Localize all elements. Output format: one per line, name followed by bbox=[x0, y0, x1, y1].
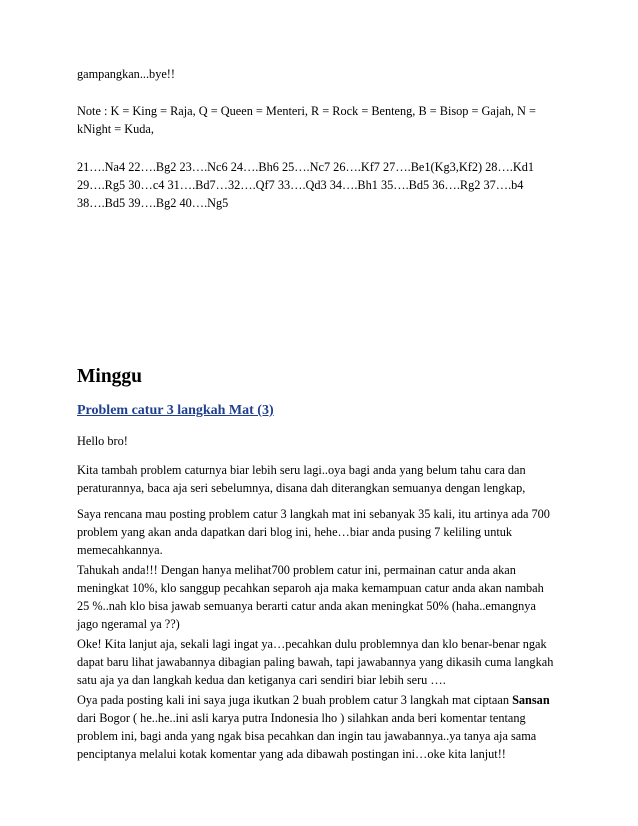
paragraph-line: peraturannya, baca aja seri sebelumnya, disana dah diterangkan semuanya dengan lengkap, bbox=[77, 481, 526, 495]
paragraph-plan bbox=[77, 505, 550, 559]
note-line-1: Note : K = King = Raja, Q = Queen = Menteri, R = Rock = Benteng, B = Bisop = Gajah, N = bbox=[77, 104, 536, 118]
paragraph-line: Tahukah anda!!! Dengan hanya melihat700 problem catur ini, permainan catur anda akan bbox=[77, 563, 516, 577]
paragraph-line: meningkat 10%, klo sanggup pecahkan separoh aja maka kemampuan catur anda akan nambah bbox=[77, 581, 544, 595]
paragraph-line: Oke! Kita lanjut aja, sekali lagi ingat ya…pecahkan dulu problemnya dan klo benar-benar ngak bbox=[77, 637, 547, 651]
paragraph-line: dari Bogor ( he..he..ini asli karya putra Indonesia lho ) silahkan anda beri komentar tentang bbox=[77, 711, 526, 725]
solution-moves bbox=[77, 158, 534, 212]
closing-line: gampangkan...bye!! bbox=[77, 67, 175, 81]
post-title-link[interactable]: Problem catur 3 langkah Mat (3) bbox=[77, 403, 274, 418]
paragraph-line: Kita tambah problem caturnya biar lebih seru lagi..oya bagi anda yang belum tahu cara dan bbox=[77, 463, 526, 477]
paragraph-line: problem yang akan anda dapatkan dari blog ini, hehe…biar anda pusing 7 keliling untuk bbox=[77, 525, 513, 539]
piece-notation-note bbox=[77, 102, 536, 138]
paragraph-line: dapat baru lihat jawabannya dibagian paling bawah, tapi jawabannya yang dikasih cuma langkah bbox=[77, 655, 554, 669]
author-name: Sansan bbox=[512, 693, 550, 707]
paragraph-line: penciptanya melalui kotak komentar yang ada dibawah postingan ini…oke kita lanjut!! bbox=[77, 747, 506, 761]
moves-line-1: 21….Na4 22….Bg2 23….Nc6 24….Bh6 25….Nc7 26….Kf7 27….Be1(Kg3,Kf2) 28….Kd1 bbox=[77, 160, 534, 174]
paragraph-line: satu aja ya dan langkah kedua dan ketiganya cari sendiri biar lebih seru …. bbox=[77, 673, 446, 687]
paragraph-line: jago ngeramal ya ??) bbox=[77, 617, 180, 631]
paragraph-line: 25 %..nah klo bisa jawab semuanya berarti catur anda akan meningkat 50% (haha..emangnya bbox=[77, 599, 536, 613]
paragraph-line bbox=[77, 693, 550, 707]
paragraph-line: memecahkannya. bbox=[77, 543, 163, 557]
post-title bbox=[77, 402, 274, 420]
moves-line-2: 29….Rg5 30…c4 31….Bd7…32….Qf7 33….Qd3 34….Bh1 35….Bd5 36….Rg2 37….b4 bbox=[77, 178, 524, 192]
paragraph-did-you-know bbox=[77, 561, 544, 633]
paragraph-instructions bbox=[77, 635, 553, 689]
paragraph-line-text: Oya pada posting kali ini saya juga ikutkan 2 buah problem catur 3 langkah mat ciptaan bbox=[77, 693, 513, 707]
paragraph-line: Saya rencana mau posting problem catur 3 langkah mat ini sebanyak 35 kali, itu artinya ada 700 bbox=[77, 507, 550, 521]
moves-line-3: 38….Bd5 39….Bg2 40….Ng5 bbox=[77, 196, 229, 210]
paragraph-sansan bbox=[77, 691, 550, 763]
day-heading: Minggu bbox=[77, 366, 143, 387]
note-line-2: kNight = Kuda, bbox=[77, 122, 154, 136]
paragraph-line: problem ini, bagi anda yang ngak bisa pecahkan dan ingin tau jawabannya..ya tanya aja sama bbox=[77, 729, 537, 743]
paragraph-intro bbox=[77, 461, 526, 497]
greeting: Hello bro! bbox=[77, 434, 128, 448]
